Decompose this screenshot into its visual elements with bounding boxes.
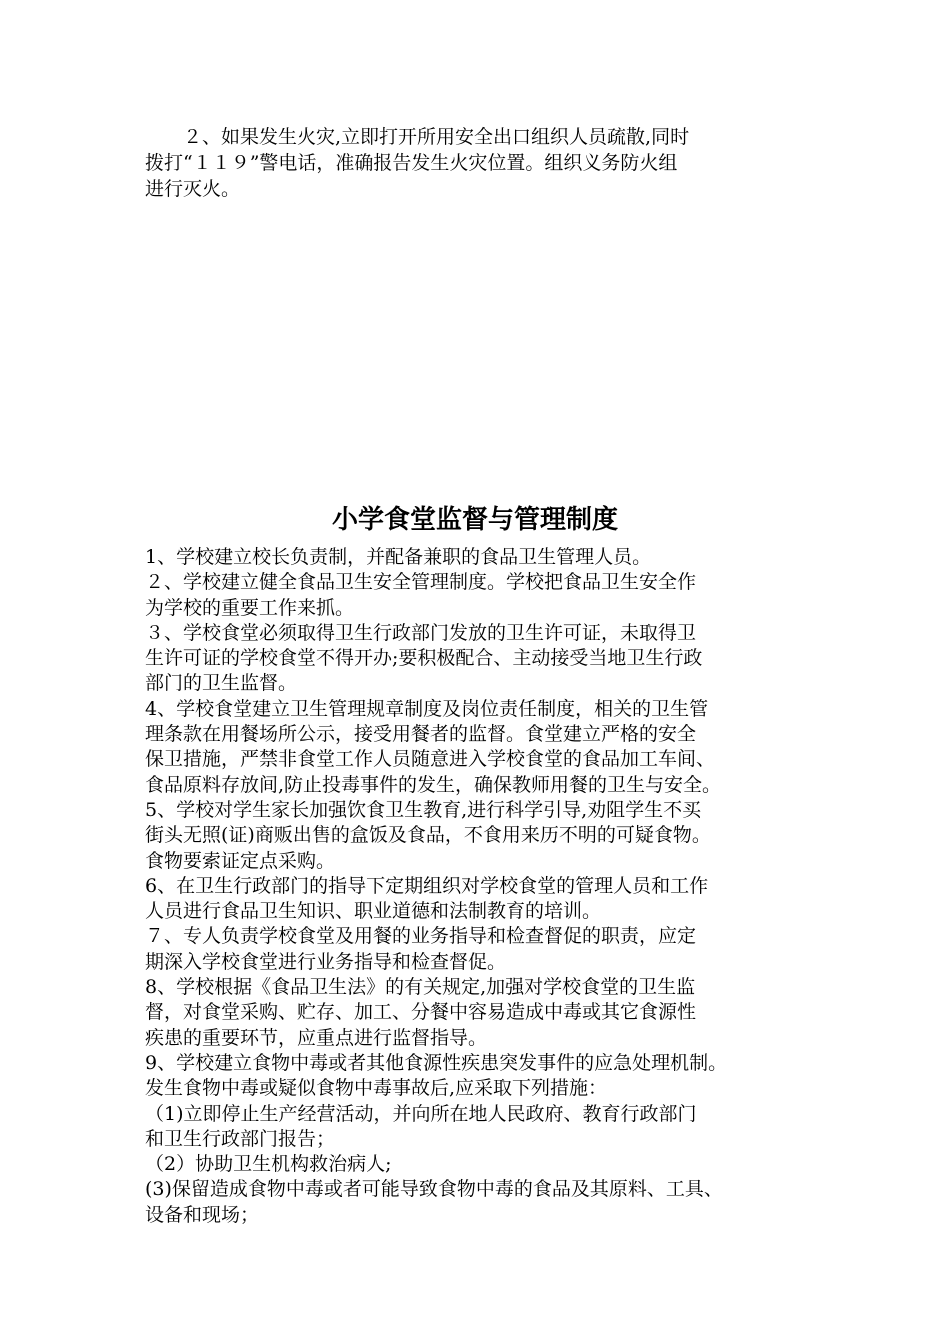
text-line: 人员进行食品卫生知识、职业道德和法制教育的培训。 bbox=[145, 900, 602, 923]
text-line: 8、学校根据《食品卫生法》的有关规定,加强对学校食堂的卫生监 bbox=[145, 976, 696, 999]
text-line: 1、学校建立校长负责制，并配备兼职的食品卫生管理人员。 bbox=[145, 546, 652, 568]
text-line: (3)保留造成食物中毒或者可能导致食物中毒的食品及其原料、工具、 bbox=[145, 1178, 723, 1201]
text-line: 6、在卫生行政部门的指导下定期组织对学校食堂的管理人员和工作 bbox=[145, 874, 709, 897]
text-line: 期深入学校食堂进行业务指导和检查督促。 bbox=[145, 950, 507, 973]
text-line: 理条款在用餐场所公示，接受用餐者的监督。食堂建立严格的安全 bbox=[145, 723, 697, 746]
document-title: 小学食堂监督与管理制度 bbox=[331, 505, 618, 535]
text-line: 拨打“１１９”警电话，准确报告发生火灾位置。组织义务防火组 bbox=[145, 152, 678, 174]
text-line: ２、学校建立健全食品卫生安全管理制度。学校把食品卫生安全作 bbox=[145, 571, 697, 594]
text-line: 9、学校建立食物中毒或者其他食源性疾患突发事件的应急处理机制。 bbox=[145, 1051, 728, 1074]
text-line: 部门的卫生监督。 bbox=[145, 672, 298, 695]
text-line: 为学校的重要工作来抓。 bbox=[145, 596, 355, 619]
text-line: 食物要索证定点采购。 bbox=[145, 849, 336, 872]
text-line: 进行灭火。 bbox=[145, 178, 241, 200]
text-line: 4、学校食堂建立卫生管理规章制度及岗位责任制度，相关的卫生管 bbox=[145, 697, 709, 720]
text-line: 设备和现场； bbox=[145, 1203, 260, 1226]
text-line: 生许可证的学校食堂不得开办;要积极配合、主动接受当地卫生行政 bbox=[145, 647, 703, 670]
text-line: 食品原料存放间,防止投毒事件的发生，确保教师用餐的卫生与安全。 bbox=[145, 773, 722, 796]
text-line: 督，对食堂采购、贮存、加工、分餐中容易造成中毒或其它食源性 bbox=[145, 1001, 697, 1024]
text-line: 发生食物中毒或疑似食物中毒事故后,应采取下列措施： bbox=[145, 1077, 608, 1100]
text-line: 疾患的重要环节，应重点进行监督指导。 bbox=[145, 1026, 488, 1049]
text-line: 保卫措施，严禁非食堂工作人员随意进入学校食堂的食品加工车间、 bbox=[145, 748, 716, 771]
fire-emergency-paragraph bbox=[145, 124, 825, 202]
text-line: （2）协助卫生机构救治病人; bbox=[145, 1153, 392, 1176]
text-line: 街头无照(证)商贩出售的盒饭及食品，不食用来历不明的可疑食物。 bbox=[145, 824, 711, 847]
canteen-rules-body bbox=[145, 545, 835, 1228]
text-line: ２、如果发生火灾,立即打开所用安全出口组织人员疏散,同时 bbox=[145, 126, 690, 148]
text-line: 和卫生行政部门报告； bbox=[145, 1127, 336, 1150]
text-line: 5、学校对学生家长加强饮食卫生教育,进行科学引导,劝阻学生不买 bbox=[145, 798, 702, 821]
text-line: ３、学校食堂必须取得卫生行政部门发放的卫生许可证，未取得卫 bbox=[145, 621, 697, 644]
text-line: ７、专人负责学校食堂及用餐的业务指导和检查督促的职责，应定 bbox=[145, 925, 697, 948]
text-line: （1)立即停止生产经营活动，并向所在地人民政府、教育行政部门 bbox=[145, 1102, 697, 1125]
